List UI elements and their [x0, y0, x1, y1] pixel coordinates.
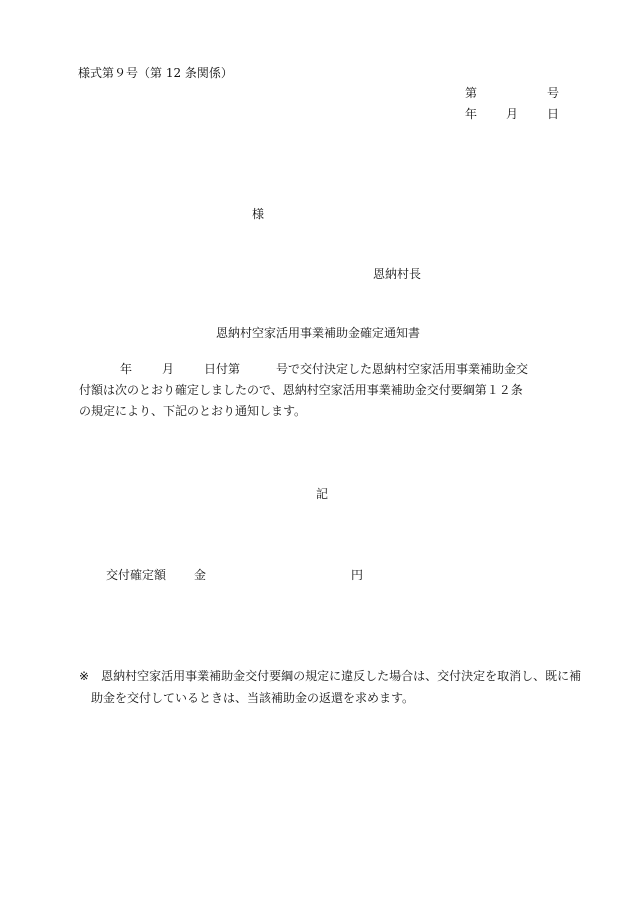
number-prefix: 第: [465, 86, 478, 100]
sender-name: 恩納村長: [373, 267, 422, 281]
amount-label: 交付確定額: [106, 568, 167, 582]
note-line-2: 助金を交付しているときは、当該補助金の返還を求めます。: [91, 691, 415, 705]
date-year: 年: [465, 107, 478, 121]
document-title: 恩納村空家活用事業補助金確定通知書: [215, 326, 420, 340]
note-mark: ※: [79, 669, 90, 683]
body-number-suffix: 号で交付決定した恩納村空家活用事業補助金交: [276, 362, 529, 376]
amount-yen: 円: [351, 568, 364, 582]
notice-body: [79, 359, 569, 422]
note-block: [79, 665, 582, 709]
form-label: 様式第９号（第 12 条関係）: [78, 66, 233, 80]
addressee-honorific: 様: [252, 207, 265, 221]
date-month: 月: [506, 107, 519, 121]
number-suffix: 号: [547, 86, 560, 100]
ki-heading: 記: [316, 487, 329, 501]
body-line-2: 付額は次のとおり確定しましたので、恩納村空家活用事業補助金交付要綱第１２条: [79, 383, 523, 397]
note-line-1: [79, 665, 582, 687]
body-date-suffix: 日付第: [204, 362, 241, 376]
amount-kin: 金: [194, 568, 207, 582]
body-line-1: [79, 359, 569, 380]
confirmed-amount-line: [106, 567, 363, 583]
body-line-3: の規定により、下記のとおり通知します。: [79, 404, 307, 418]
body-year: 年: [120, 362, 133, 376]
body-month: 月: [162, 362, 175, 376]
date-day: 日: [547, 107, 560, 121]
note-text-1: 恩納村空家活用事業補助金交付要綱の規定に違反した場合は、交付決定を取消し、既に補: [101, 669, 582, 683]
